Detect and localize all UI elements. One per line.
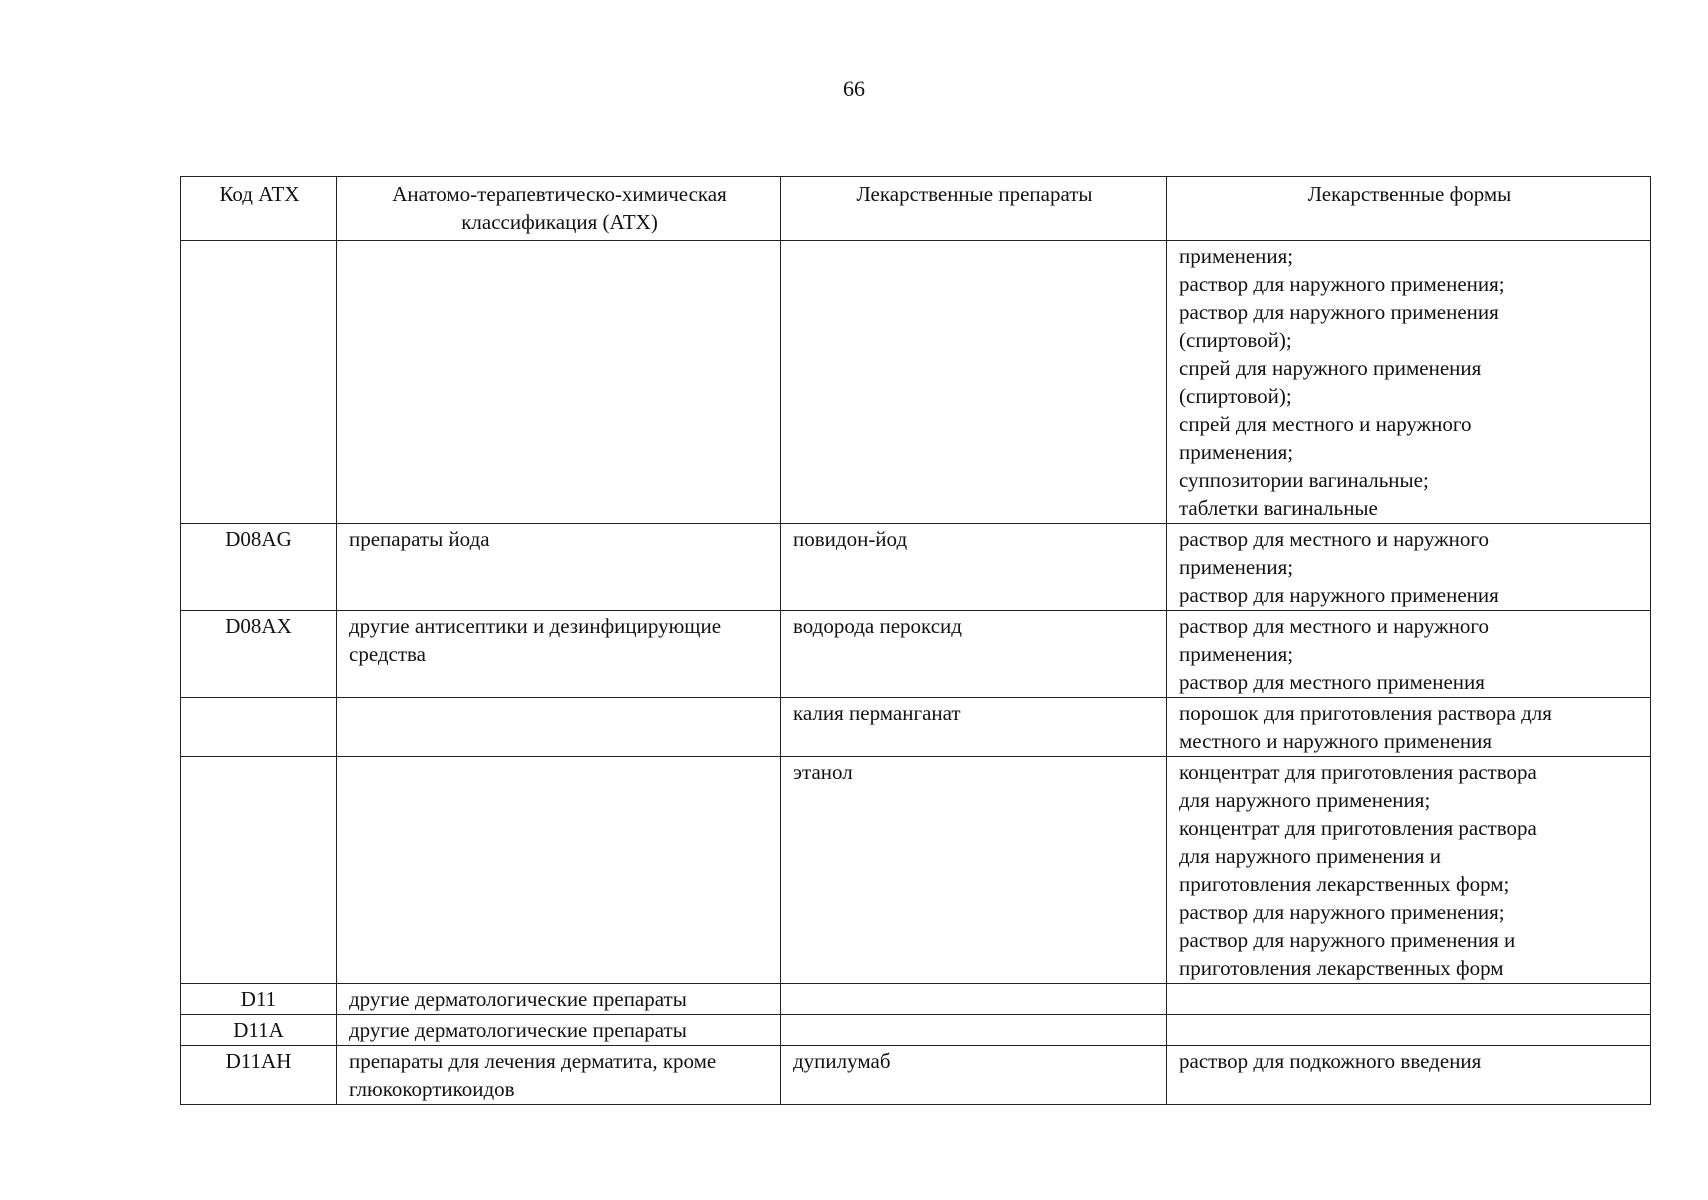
form-line: (спиртовой); xyxy=(1179,328,1292,352)
form-line: таблетки вагинальные xyxy=(1179,496,1378,520)
form-line: концентрат для приготовления раствора xyxy=(1179,816,1537,840)
page-number: 66 xyxy=(843,76,865,101)
cell-classification: препараты для лечения дерматита, кроме глюкокортикоидов xyxy=(337,1046,781,1105)
cell-forms xyxy=(1167,698,1651,757)
form-line: раствор для местного и наружного xyxy=(1179,527,1489,551)
form-line: приготовления лекарственных форм; xyxy=(1179,872,1510,896)
form-line: применения; xyxy=(1179,642,1294,666)
table-row xyxy=(181,1046,1651,1105)
atc-table xyxy=(180,176,1651,1105)
table-row xyxy=(181,757,1651,984)
cell-forms xyxy=(1167,1046,1651,1105)
table-row xyxy=(181,611,1651,698)
form-line: раствор для наружного применения; xyxy=(1179,272,1505,296)
form-line: раствор для местного применения xyxy=(1179,670,1485,694)
header-code: Код АТХ xyxy=(181,177,337,241)
table-row xyxy=(181,984,1651,1015)
form-line: раствор для наружного применения и xyxy=(1179,928,1516,952)
cell-drug xyxy=(781,241,1167,524)
form-line: раствор для наружного применения xyxy=(1179,300,1499,324)
cell-classification: другие дерматологические препараты xyxy=(337,1015,781,1046)
form-line: раствор для подкожного введения xyxy=(1179,1049,1482,1073)
cell-drug: водорода пероксид xyxy=(781,611,1167,698)
table-row xyxy=(181,1015,1651,1046)
cell-code: D11AH xyxy=(181,1046,337,1105)
cell-classification xyxy=(337,698,781,757)
cell-code: D11 xyxy=(181,984,337,1015)
cell-code xyxy=(181,757,337,984)
form-line: спрей для наружного применения xyxy=(1179,356,1482,380)
form-line: для наружного применения и xyxy=(1179,844,1441,868)
cell-forms xyxy=(1167,984,1651,1015)
form-line: для наружного применения; xyxy=(1179,788,1431,812)
atc-table-container xyxy=(180,176,1650,1105)
form-line: спрей для местного и наружного xyxy=(1179,412,1472,436)
cell-drug xyxy=(781,1015,1167,1046)
header-forms: Лекарственные формы xyxy=(1167,177,1651,241)
header-classification: Анатомо-терапевтическо-химическая классификация (АТХ) xyxy=(337,177,781,241)
form-line: приготовления лекарственных форм xyxy=(1179,956,1504,980)
cell-code: D08AX xyxy=(181,611,337,698)
cell-code: D11A xyxy=(181,1015,337,1046)
form-line: (спиртовой); xyxy=(1179,384,1292,408)
form-line: применения; xyxy=(1179,244,1294,268)
form-line: раствор для наружного применения xyxy=(1179,583,1499,607)
cell-classification xyxy=(337,757,781,984)
cell-drug: дупилумаб xyxy=(781,1046,1167,1105)
form-line: концентрат для приготовления раствора xyxy=(1179,760,1537,784)
form-line: применения; xyxy=(1179,555,1294,579)
cell-forms xyxy=(1167,241,1651,524)
form-line: порошок для приготовления раствора для xyxy=(1179,701,1552,725)
cell-forms xyxy=(1167,757,1651,984)
cell-forms xyxy=(1167,524,1651,611)
cell-code xyxy=(181,698,337,757)
cell-forms xyxy=(1167,1015,1651,1046)
header-drugs: Лекарственные препараты xyxy=(781,177,1167,241)
form-line: местного и наружного применения xyxy=(1179,729,1493,753)
cell-drug xyxy=(781,984,1167,1015)
cell-code xyxy=(181,241,337,524)
form-line: суппозитории вагинальные; xyxy=(1179,468,1429,492)
cell-drug: этанол xyxy=(781,757,1167,984)
cell-classification: другие дерматологические препараты xyxy=(337,984,781,1015)
cell-code: D08AG xyxy=(181,524,337,611)
table-header xyxy=(181,177,1651,241)
cell-classification xyxy=(337,241,781,524)
header-row xyxy=(181,177,1651,241)
form-line: раствор для местного и наружного xyxy=(1179,614,1489,638)
cell-forms xyxy=(1167,611,1651,698)
form-line: раствор для наружного применения; xyxy=(1179,900,1505,924)
cell-classification: препараты йода xyxy=(337,524,781,611)
cell-classification: другие антисептики и дезинфицирующие средства xyxy=(337,611,781,698)
table-row xyxy=(181,524,1651,611)
cell-drug: повидон-йод xyxy=(781,524,1167,611)
form-line: применения; xyxy=(1179,440,1294,464)
cell-drug: калия перманганат xyxy=(781,698,1167,757)
table-body xyxy=(181,241,1651,1105)
table-row xyxy=(181,698,1651,757)
table-row xyxy=(181,241,1651,524)
